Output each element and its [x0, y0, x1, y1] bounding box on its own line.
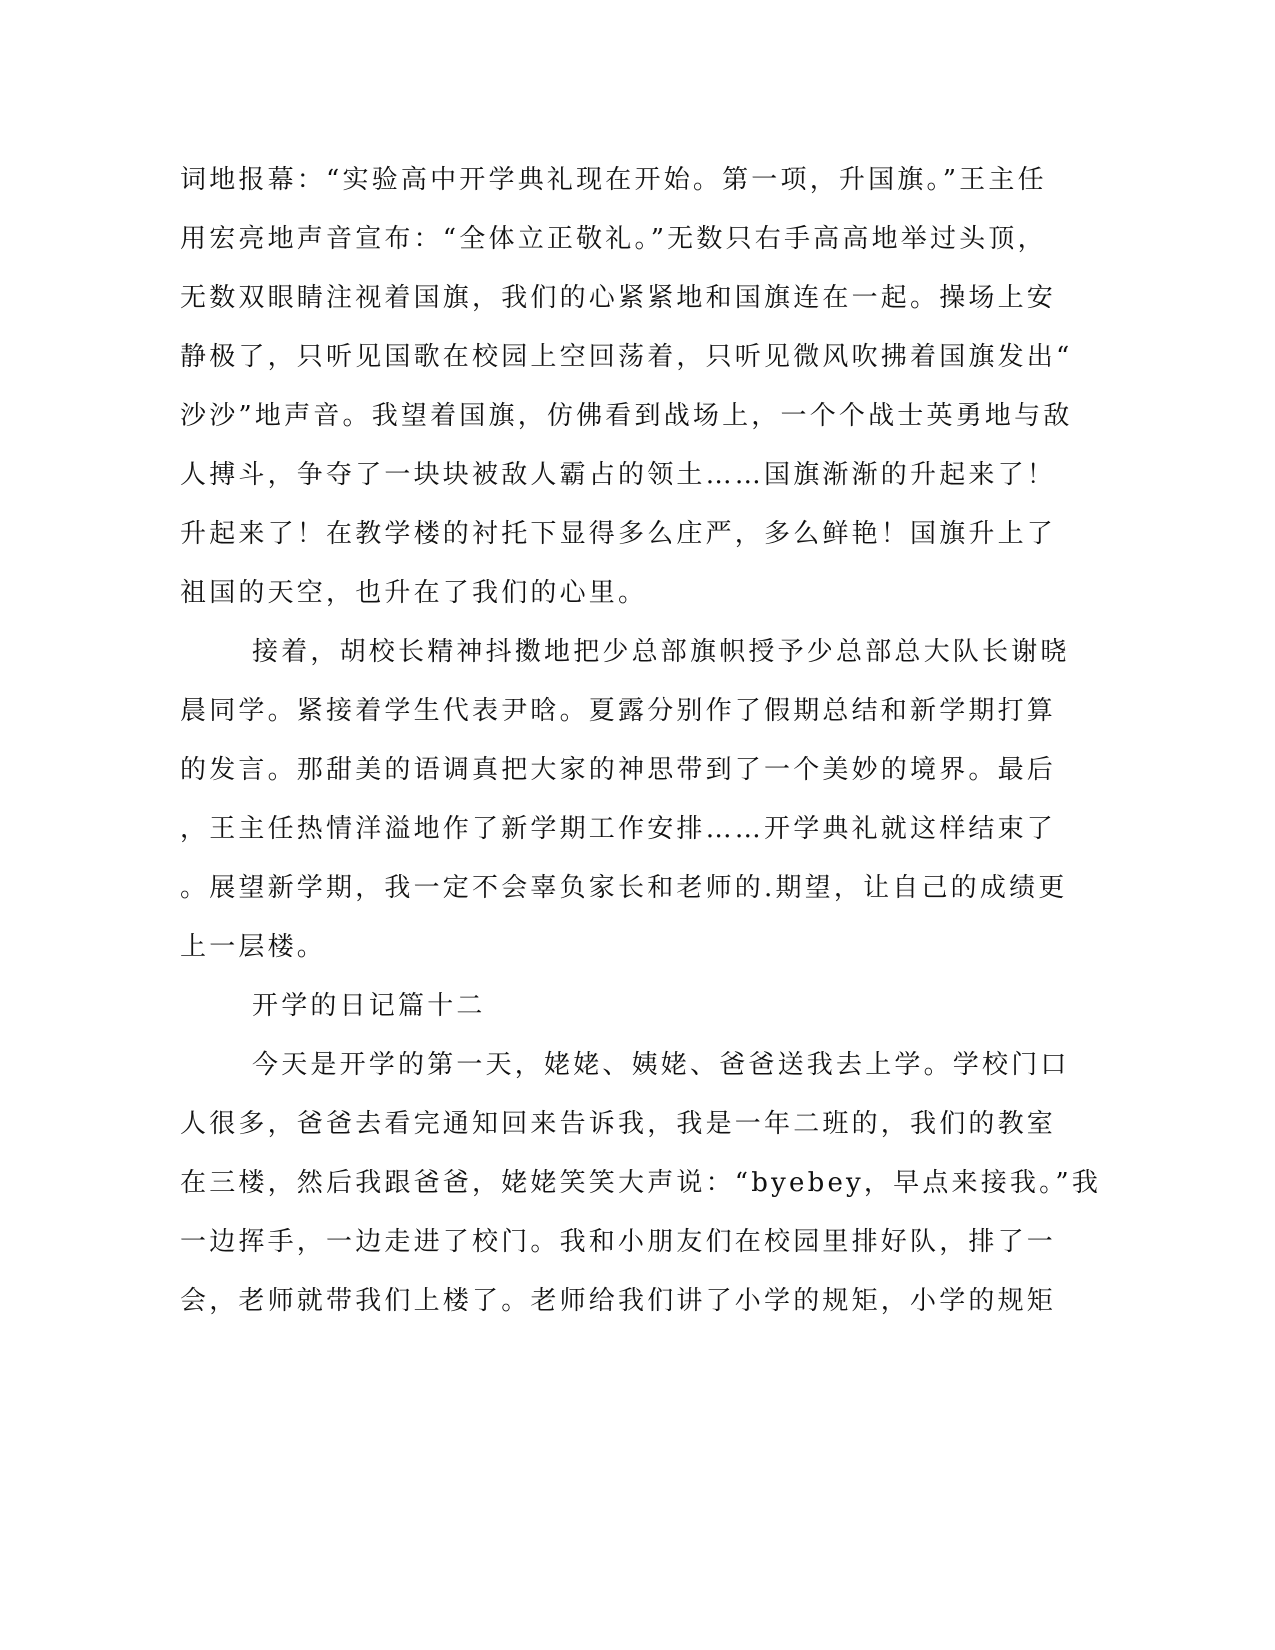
- paragraph-start-line: 接着，胡校长精神抖擞地把少总部旗帜授予少总部总大队长谢晓: [252, 637, 1070, 667]
- text-line: 在三楼，然后我跟爸爸，姥姥笑笑大声说：“byebey，早点来接我。”我: [180, 1168, 1102, 1198]
- section-heading: 开学的日记篇十二: [252, 991, 486, 1021]
- text-line: 会，老师就带我们上楼了。老师给我们讲了小学的规矩，小学的规矩: [180, 1286, 1057, 1316]
- text-line: 祖国的天空，也升在了我们的心里。: [180, 578, 648, 608]
- text-line: 沙沙”地声音。我望着国旗，仿佛看到战场上，一个个战士英勇地与敌: [180, 401, 1073, 431]
- text-line: 人很多，爸爸去看完通知回来告诉我，我是一年二班的，我们的教室: [180, 1109, 1057, 1139]
- text-line: 用宏亮地声音宣布：“全体立正敬礼。”无数只右手高高地举过头顶，: [180, 224, 1047, 254]
- text-line: 晨同学。紧接着学生代表尹晗。夏露分别作了假期总结和新学期打算: [180, 696, 1057, 726]
- text-line: 无数双眼睛注视着国旗，我们的心紧紧地和国旗连在一起。操场上安: [180, 283, 1057, 313]
- text-line: 静极了，只听见国歌在校园上空回荡着，只听见微风吹拂着国旗发出“: [180, 342, 1073, 372]
- text-line: 升起来了！在教学楼的衬托下显得多么庄严，多么鲜艳！国旗升上了: [180, 519, 1057, 549]
- text-line: 上一层楼。: [180, 932, 327, 962]
- text-line: ，王主任热情洋溢地作了新学期工作安排……开学典礼就这样结束了: [180, 814, 1057, 844]
- text-line: 一边挥手，一边走进了校门。我和小朋友们在校园里排好队，排了一: [180, 1227, 1057, 1257]
- text-line: 的发言。那甜美的语调真把大家的神思带到了一个美妙的境界。最后: [180, 755, 1057, 785]
- text-line: 人搏斗，争夺了一块块被敌人霸占的领土……国旗渐渐的升起来了！: [180, 460, 1057, 490]
- paragraph-start-line: 今天是开学的第一天，姥姥、姨姥、爸爸送我去上学。学校门口: [252, 1050, 1070, 1080]
- text-line: 词地报幕：“实验高中开学典礼现在开始。第一项，升国旗。”王主任: [180, 165, 1047, 195]
- text-line: 。展望新学期，我一定不会辜负家长和老师的.期望，让自己的成绩更: [180, 873, 1068, 903]
